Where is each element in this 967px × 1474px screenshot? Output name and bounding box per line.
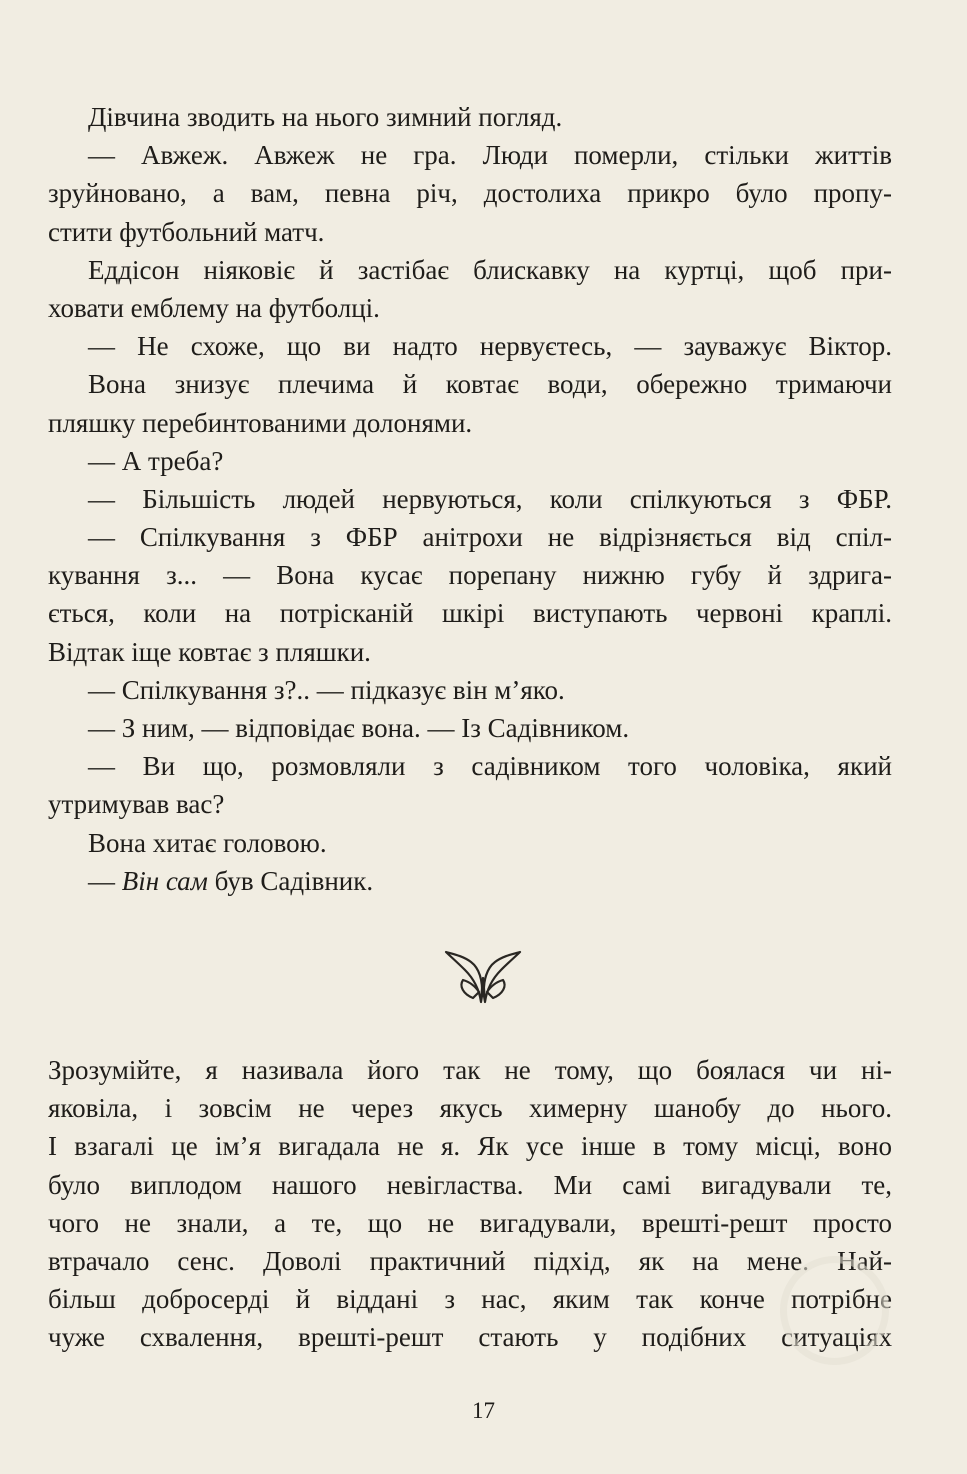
dialogue-section — [48, 98, 892, 900]
text-line: — Не схоже, що ви надто нервуєтесь, — зауважує Віктор. — [88, 331, 892, 362]
text-line: — З ним, — відповідає вона. — Із Садівником. — [88, 713, 630, 743]
butterfly-ornament-icon — [443, 948, 523, 1006]
text-line: Зрозумійте, я називала його так не тому, що боялася чи ні- — [48, 1055, 892, 1085]
text-line: ється, коли на потрісканій шкірі виступають червоні краплі. — [48, 598, 892, 629]
narrative-section — [48, 1051, 892, 1357]
text-line: було виплодом нашого невігластва. Ми самі вигадували те, — [48, 1169, 892, 1200]
text-line: — Авжеж. Авжеж не гра. Люди померли, стільки життів — [88, 140, 892, 171]
text-line: ховати емблему на футболці. — [48, 292, 380, 323]
text-line: — Більшість людей нервуються, коли спілкуються з ФБР. — [88, 483, 892, 514]
text-line: І взагалі це ім’я вигадала не я. Як усе інше в тому місці, воно — [48, 1131, 892, 1162]
text-line: кування з... — Вона кусає порепану нижню губу й здрига- — [48, 560, 892, 591]
text-line: втрачало сенс. Доволі практичний підхід, як на мене. Най- — [48, 1245, 892, 1276]
text-line-emphasis — [48, 862, 892, 900]
text-line: Вона хитає головою. — [88, 827, 327, 858]
text-line: яковіла, і зовсім не через якусь химерну шанобу до нього. — [48, 1093, 892, 1124]
text-line: пляшку перебинтованими долонями. — [48, 407, 473, 438]
italic-phrase: Він сам — [121, 865, 208, 896]
text-line: чого не знали, а те, що не вигадували, врешті-решт просто — [48, 1207, 892, 1238]
line-rest: був Садівник. — [207, 865, 374, 896]
text-line: чуже схвалення, врешті-решт стають у подібних ситуаціях — [48, 1322, 892, 1353]
text-line: утримував вас? — [48, 789, 225, 820]
text-line: — Спілкування з?.. — підказує він м’яко. — [88, 674, 565, 705]
text-line: Дівчина зводить на нього зимний погляд. — [88, 102, 563, 132]
text-line: зруйновано, а вам, певна річ, достолиха прикро було пропу- — [48, 178, 892, 209]
page-number: 17 — [472, 1398, 495, 1423]
watermark-stamp — [780, 1256, 889, 1365]
text-line: — А треба? — [88, 445, 224, 476]
text-line: Еддісон ніяковіє й застібає блискавку на куртці, щоб при- — [88, 254, 892, 285]
text-line: стити футбольний матч. — [48, 216, 325, 247]
dash: — — [88, 865, 122, 896]
text-line: — Ви що, розмовляли з садівником того чоловіка, який — [88, 751, 892, 782]
text-line: — Спілкування з ФБР анітрохи не відрізняється від спіл- — [88, 522, 892, 553]
text-line: більш добросерді й віддані з нас, яким так конче потрібне — [48, 1284, 892, 1315]
text-line: Вона знизує плечима й ковтає води, обережно тримаючи — [88, 369, 892, 400]
text-line: Відтак іще ковтає з пляшки. — [48, 636, 371, 667]
